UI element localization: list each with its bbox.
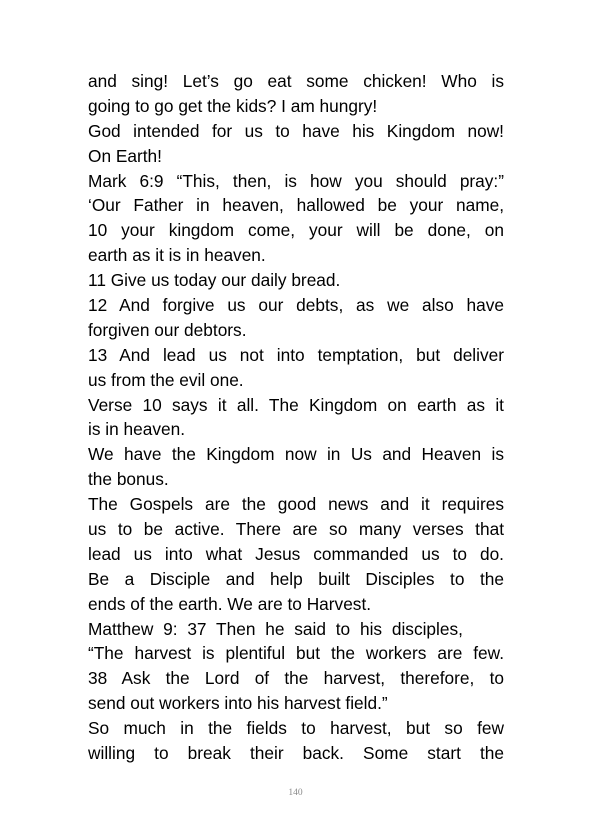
text-line: Matthew 9: 37 Then he said to his disciples, bbox=[88, 618, 463, 639]
text-line: going to go get the kids? I am hungry! bbox=[88, 95, 378, 116]
text-line: God intended for us to have his Kingdom now! bbox=[88, 120, 504, 141]
text-line: 12 And forgive us our debts, as we also have bbox=[88, 295, 504, 316]
text-line: is in heaven. bbox=[88, 419, 186, 440]
text-line: Verse 10 says it all. The Kingdom on earth as it bbox=[88, 394, 504, 415]
text-line: Mark 6:9 “This, then, is how you should pray:” bbox=[88, 170, 504, 191]
page-number: 140 bbox=[288, 788, 303, 798]
text-line: Be a Disciple and help built Disciples to the bbox=[88, 568, 504, 589]
body-text bbox=[88, 69, 504, 766]
text-line: 38 Ask the Lord of the harvest, therefore, to bbox=[88, 668, 504, 689]
text-line: and sing! Let’s go eat some chicken! Who is bbox=[88, 71, 504, 91]
text-line: ends of the earth. We are to Harvest. bbox=[88, 593, 372, 614]
text-line: us to be active. There are so many verses that bbox=[88, 519, 504, 540]
text-line: On Earth! bbox=[88, 145, 162, 166]
text-line: lead us into what Jesus commanded us to do. bbox=[88, 543, 504, 564]
text-line: The Gospels are the good news and it requires bbox=[88, 494, 504, 515]
text-line: willing to break their back. Some start the bbox=[88, 743, 504, 764]
text-line: 11 Give us today our daily bread. bbox=[88, 270, 341, 291]
text-line: We have the Kingdom now in Us and Heaven is bbox=[88, 444, 504, 465]
text-line: us from the evil one. bbox=[88, 369, 244, 390]
text-line: So much in the fields to harvest, but so few bbox=[88, 718, 504, 739]
text-line: “The harvest is plentiful but the workers are few. bbox=[88, 643, 504, 664]
text-line: ‘Our Father in heaven, hallowed be your name, bbox=[88, 195, 504, 216]
text-line: 13 And lead us not into temptation, but deliver bbox=[88, 344, 504, 365]
text-line: send out workers into his harvest field.” bbox=[88, 693, 388, 714]
text-line: the bonus. bbox=[88, 469, 169, 490]
text-line: earth as it is in heaven. bbox=[88, 245, 266, 266]
text-line: 10 your kingdom come, your will be done, on bbox=[88, 220, 504, 241]
text-line: forgiven our debtors. bbox=[88, 319, 247, 340]
